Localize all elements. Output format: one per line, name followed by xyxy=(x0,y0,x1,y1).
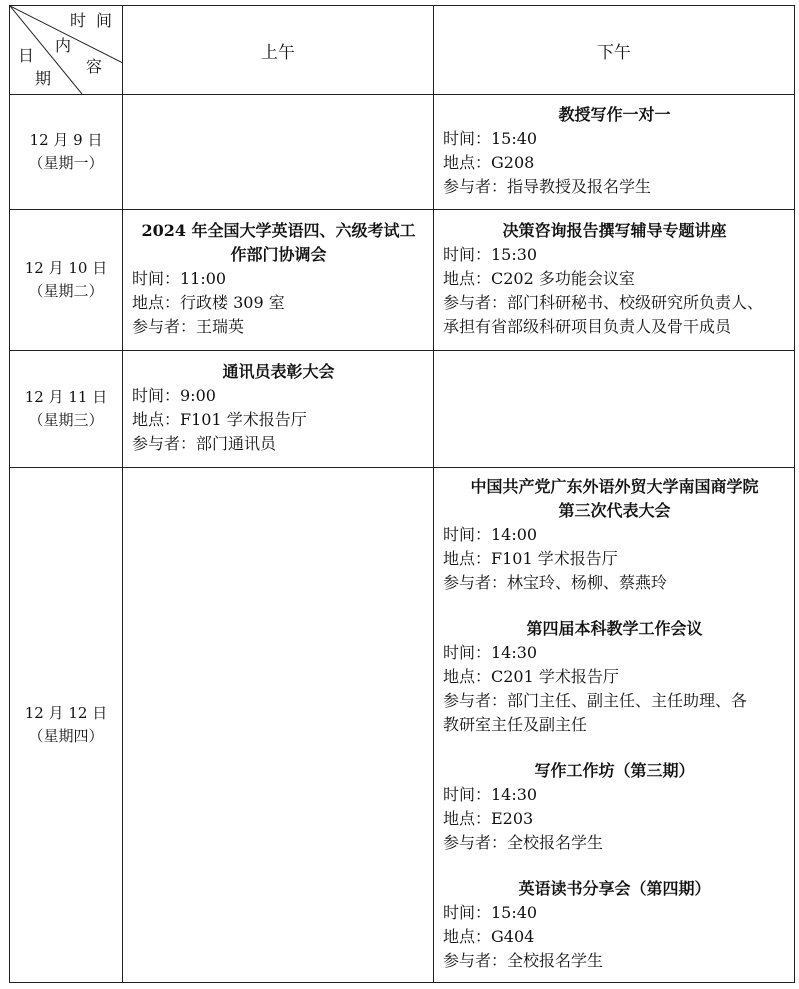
header-row xyxy=(10,6,795,95)
event xyxy=(434,601,794,743)
event xyxy=(434,861,794,979)
event-participants-line-1: 参与者：部门科研秘书、校级研究所负责人、 xyxy=(443,293,764,312)
event-time: 时间：9:00 xyxy=(132,386,216,405)
date-cell xyxy=(10,351,123,468)
header-content-char-2: 容 xyxy=(86,57,103,76)
event-participants: 参与者：王瑞英 xyxy=(132,317,245,336)
date-cell xyxy=(10,468,123,983)
afternoon-cell-empty xyxy=(434,351,795,468)
event-participants-line-2: 教研室主任及副主任 xyxy=(443,715,588,734)
event-time: 时间：15:30 xyxy=(443,245,538,264)
event-participants: 参与者：林宝玲、杨柳、蔡燕玲 xyxy=(443,573,668,592)
event xyxy=(434,99,794,205)
event-title-line-2: 作部门协调会 xyxy=(230,245,327,264)
header-date-char-1: 日 xyxy=(18,46,35,65)
event-place: 地点：F101 学术报告厅 xyxy=(443,549,618,568)
event-participants: 参与者：全校报名学生 xyxy=(443,833,604,852)
weekday: （星期一） xyxy=(28,154,104,172)
event-participants-line-1: 参与者：部门主任、副主任、主任助理、各 xyxy=(443,691,748,710)
event-title-line-1: 2024 年全国大学英语四、六级考试工 xyxy=(141,221,416,240)
event-place: 地点：G208 xyxy=(443,153,535,172)
date-cell xyxy=(10,95,123,210)
date: 12 月 12 日 xyxy=(24,704,108,722)
header-content-char-1: 内 xyxy=(55,36,72,55)
date: 12 月 10 日 xyxy=(24,259,108,277)
event-participants: 参与者：指导教授及报名学生 xyxy=(443,177,652,196)
event-place: 地点：C201 学术报告厅 xyxy=(443,667,619,686)
header-afternoon: 下午 xyxy=(434,6,795,95)
event-title: 写作工作坊（第三期） xyxy=(534,761,695,780)
event xyxy=(123,356,433,462)
table-row xyxy=(10,95,795,210)
event-place: 地点：C202 多功能会议室 xyxy=(443,269,635,288)
table-row xyxy=(10,210,795,351)
event xyxy=(434,471,794,601)
table-row xyxy=(10,468,795,983)
event xyxy=(434,743,794,861)
header-morning: 上午 xyxy=(123,6,434,95)
date: 12 月 11 日 xyxy=(24,388,108,406)
event-time: 时间：14:00 xyxy=(443,525,538,544)
event-title: 通讯员表彰大会 xyxy=(222,362,335,381)
weekday: （星期四） xyxy=(28,727,104,745)
morning-cell xyxy=(123,210,434,351)
date: 12 月 9 日 xyxy=(29,131,103,149)
event-time: 时间：15:40 xyxy=(443,903,538,922)
event-title-line-1: 中国共产党广东外语外贸大学南国商学院 xyxy=(470,477,759,496)
header-time-char-1: 时 xyxy=(70,11,87,30)
event-title: 英语读书分享会（第四期） xyxy=(518,879,711,898)
event-time: 时间：11:00 xyxy=(132,269,227,288)
header-date-char-2: 期 xyxy=(35,69,52,88)
event-participants-line-2: 承担有省部级科研项目负责人及骨干成员 xyxy=(443,317,732,336)
date-cell xyxy=(10,210,123,351)
event-time: 时间：14:30 xyxy=(443,643,538,662)
event-place: 地点：F101 学术报告厅 xyxy=(132,410,307,429)
morning-cell xyxy=(123,351,434,468)
schedule-table xyxy=(9,5,795,983)
event-title-line-2: 第三次代表大会 xyxy=(558,501,671,520)
event-place: 地点：E203 xyxy=(443,809,534,828)
morning-cell-empty xyxy=(123,95,434,210)
event xyxy=(123,215,433,345)
afternoon-cell xyxy=(434,468,795,983)
event-time: 时间：15:40 xyxy=(443,129,538,148)
morning-cell-empty xyxy=(123,468,434,983)
event-title: 教授写作一对一 xyxy=(558,105,671,124)
event-title: 第四届本科教学工作会议 xyxy=(526,619,703,638)
header-time-char-2: 间 xyxy=(96,11,113,30)
event-place: 地点：行政楼 309 室 xyxy=(132,293,285,312)
weekday: （星期二） xyxy=(28,282,104,300)
afternoon-cell xyxy=(434,210,795,351)
afternoon-cell xyxy=(434,95,795,210)
table-row xyxy=(10,351,795,468)
event-participants: 参与者：部门通讯员 xyxy=(132,434,277,453)
weekday: （星期三） xyxy=(28,411,104,429)
event xyxy=(434,215,794,345)
event-title: 决策咨询报告撰写辅导专题讲座 xyxy=(502,221,727,240)
event-participants: 参与者：全校报名学生 xyxy=(443,951,604,970)
event-place: 地点：G404 xyxy=(443,927,535,946)
corner-header xyxy=(10,6,123,95)
event-time: 时间：14:30 xyxy=(443,785,538,804)
